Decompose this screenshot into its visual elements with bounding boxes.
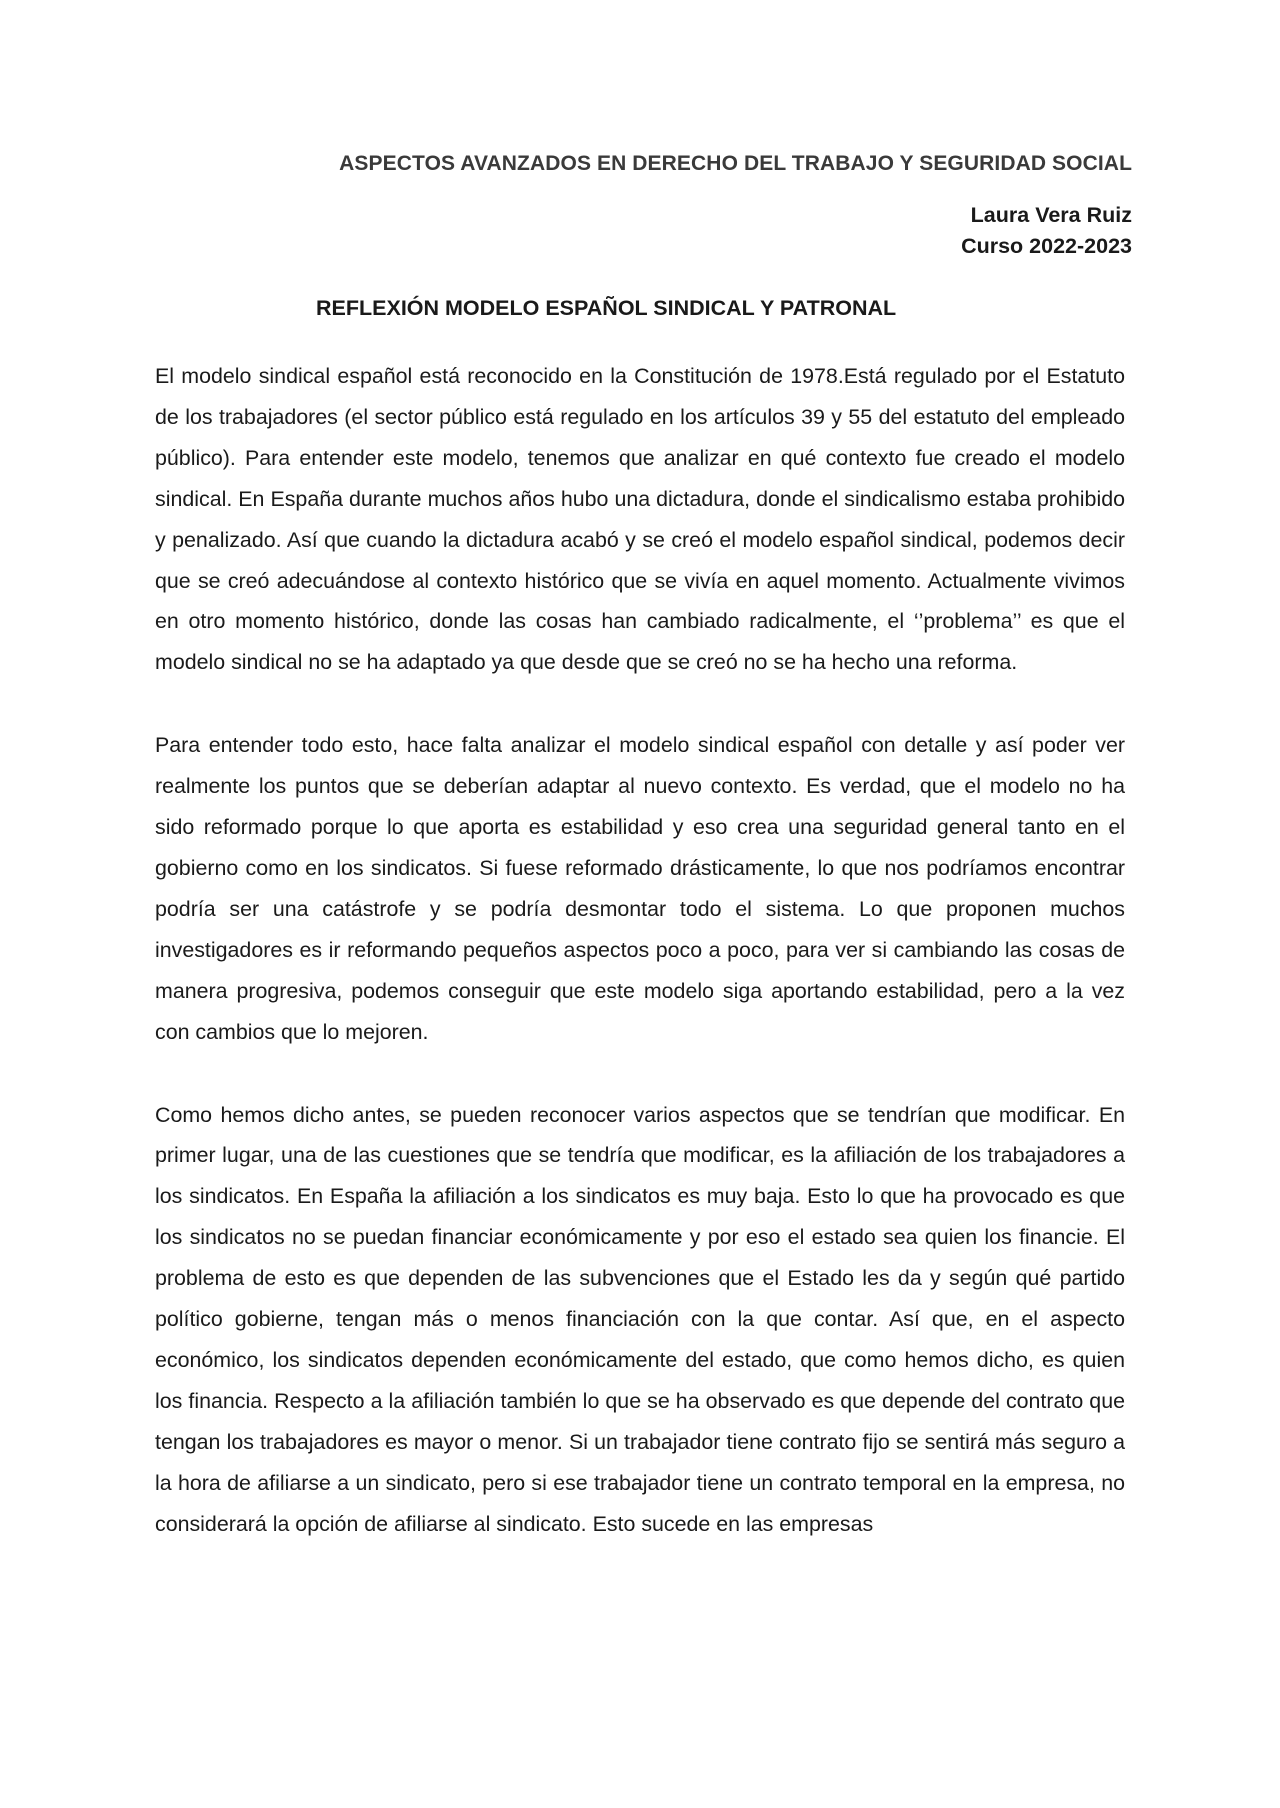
author-name: Laura Vera Ruiz <box>970 203 1132 227</box>
document-title: REFLEXIÓN MODELO ESPAÑOL SINDICAL Y PATRONAL <box>316 296 897 320</box>
author-block <box>961 200 1132 262</box>
document-body <box>155 356 1125 1586</box>
paragraph-1: El modelo sindical español está reconocido en la Constitución de 1978.Está regulado por el Estatuto de los trabajadores (el sector público está regulado en los artículos 39 y 55 del estatuto del empleado público). Para entender este modelo, tenemos que analizar en qué contexto fue creado el modelo sindical. En España durante muchos años hubo una dictadura, donde el sindicalismo estaba prohibido y penalizado. Así que cuando la dictadura acabó y se creó el modelo español sindical, podemos decir que se creó adecuándose al contexto histórico que se vivía en aquel momento. Actualmente vivimos en otro momento histórico, donde las cosas han cambiado radicalmente, el ‘’problema’’ es que el modelo sindical no se ha adaptado ya que desde que se creó no se ha hecho una reforma. <box>155 364 1125 675</box>
paragraph-2: Para entender todo esto, hace falta analizar el modelo sindical español con detalle y así poder ver realmente los puntos que se deberían adaptar al nuevo contexto. Es verdad, que el modelo no ha sido reformado porque lo que aporta es estabilidad y eso crea una seguridad general tanto en el gobierno como en los sindicatos. Si fuese reformado drásticamente, lo que nos podríamos encontrar podría ser una catástrofe y se podría desmontar todo el sistema. Lo que proponen muchos investigadores es ir reformando pequeños aspectos poco a poco, para ver si cambiando las cosas de manera progresiva, podemos conseguir que este modelo siga aportando estabilidad, pero a la vez con cambios que lo mejoren. <box>155 733 1125 1044</box>
course-title: ASPECTOS AVANZADOS EN DERECHO DEL TRABAJO Y SEGURIDAD SOCIAL <box>339 152 1132 175</box>
course-term: Curso 2022-2023 <box>961 234 1132 258</box>
paragraph-3: Como hemos dicho antes, se pueden reconocer varios aspectos que se tendrían que modificar. En primer lugar, una de las cuestiones que se tendría que modificar, es la afiliación de los trabajadores a los sindicatos. En España la afiliación a los sindicatos es muy baja. Esto lo que ha provocado es que los sindicatos no se puedan financiar económicamente y por eso el estado sea quien los financie. El problema de esto es que dependen de las subvenciones que el Estado les da y según qué partido político gobierne, tengan más o menos financiación con la que contar. Así que, en el aspecto económico, los sindicatos dependen económicamente del estado, que como hemos dicho, es quien los financia. Respecto a la afiliación también lo que se ha observado es que depende del contrato que tengan los trabajadores es mayor o menor. Si un trabajador tiene contrato fijo se sentirá más seguro a la hora de afiliarse a un sindicato, pero si ese trabajador tiene un contrato temporal en la empresa, no considerará la opción de afiliarse al sindicato. Esto sucede en las empresas <box>155 1102 1125 1536</box>
